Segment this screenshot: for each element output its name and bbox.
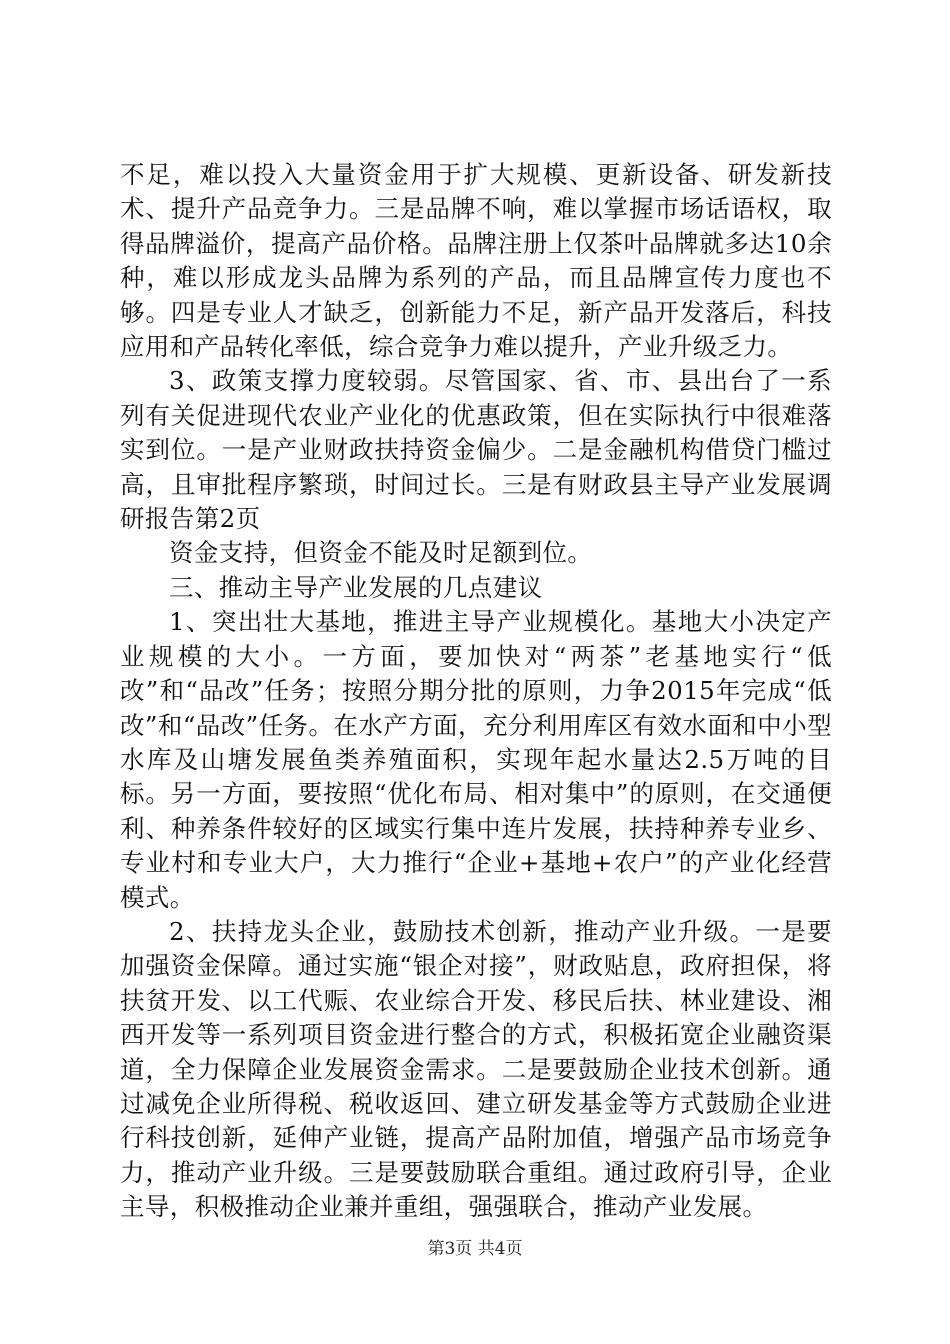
section-heading-suggestions: 三、推动主导产业发展的几点建议 (169, 572, 543, 602)
page-number-footer: 第3页 共4页 (427, 1239, 523, 1259)
paragraph-continuation: 不足，难以投入大量资金用于扩大规模、更新设备、研发新技术、提升产品竞争力。三是品牌不响，难以掌握市场话语权，取得品牌溢价，提高产品价格。品牌注册上仅茶叶品牌就多达10余种，难以形成龙头品牌为系列的产品，而且品牌宣传力度也不够。四是专业人才缺乏，创新能力不足，新产品开发落后，科技应用和产品转化率低，综合竞争力难以提升，产业升级乏力。 (120, 160, 832, 362)
paragraph-policy-support: 3、政策支撑力度较弱。尽管国家、省、市、县出台了一系列有关促进现代农业产业化的优惠政策，但在实际执行中很难落实到位。一是产业财政扶持资金偏少。二是金融机构借贷门槛过高，且审批程序繁琐，时间过长。三是有财政县主导产业发展调研报告第2页 (120, 366, 832, 534)
paragraph-funding: 资金支持，但资金不能及时足额到位。 (169, 538, 593, 568)
paragraph-base-expansion: 1、突出壮大基地，推进主导产业规模化。基地大小决定产业规模的大小。一方面，要加快对“两茶”老基地实行“低改”和“品改”任务；按照分期分批的原则，力争2015年完成“低改”和“品改”任务。在水产方面，充分利用库区有效水面和中小型水库及山塘发展鱼类养殖面积，实现年起水量达2.5万吨的目标。另一方面，要按照“优化布局、相对集中”的原则，在交通便利、种养条件较好的区域实行集中连片发展，扶持种养专业乡、专业村和专业大户，大力推行“企业+基地+农户”的产业化经营模式。 (120, 607, 832, 912)
document-body (120, 158, 832, 1225)
paragraph-leading-enterprises: 2、扶持龙头企业，鼓励技术创新，推动产业升级。一是要加强资金保障。通过实施“银企对接”，财政贴息，政府担保，将扶贫开发、以工代赈、农业综合开发、移民后扶、林业建设、湘西开发等一系列项目资金进行整合的方式，积极拓宽企业融资渠道，全力保障企业发展资金需求。二是要鼓励企业技术创新。通过减免企业所得税、税收返回、建立研发基金等方式鼓励企业进行科技创新，延伸产业链，提高产品附加值，增强产品市场竞争力，推动产业升级。三是要鼓励联合重组。通过政府引导，企业主导，积极推动企业兼并重组，强强联合，推动产业发展。 (120, 916, 832, 1222)
